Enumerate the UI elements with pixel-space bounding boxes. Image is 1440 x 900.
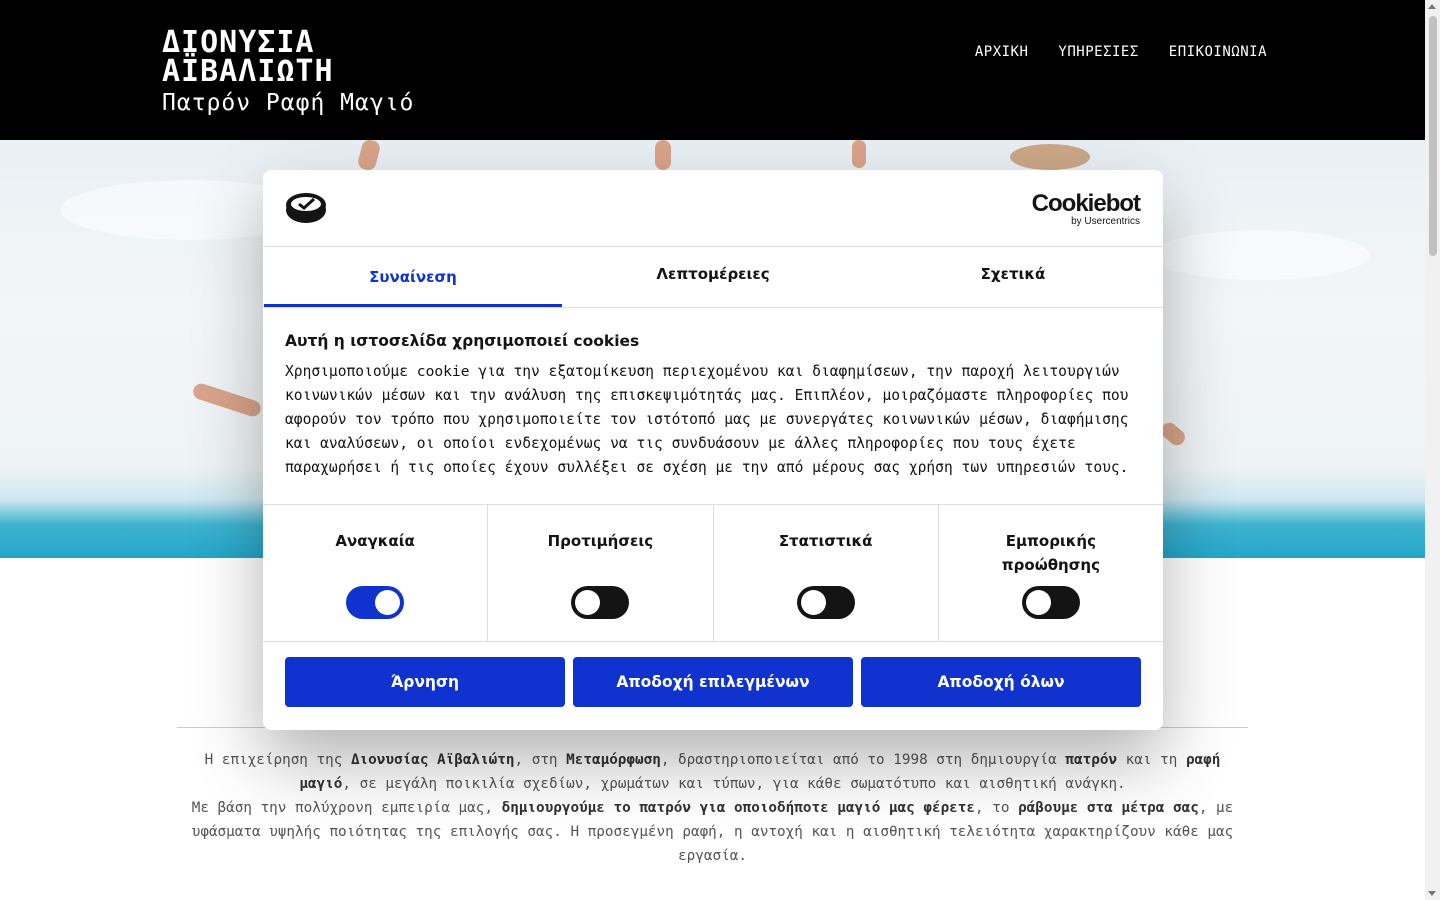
site-logo[interactable]	[162, 25, 415, 116]
deny-button[interactable]: Άρνηση	[285, 657, 565, 707]
nav-contact[interactable]: ΕΠΙΚΟΙΝΩΝΙΑ	[1168, 44, 1267, 60]
preferences-toggle[interactable]	[571, 586, 629, 619]
cookie-icon	[285, 192, 327, 228]
cookie-description	[263, 308, 1163, 505]
cookie-tabs	[263, 247, 1163, 308]
category-statistics	[714, 505, 939, 641]
marketing-toggle[interactable]	[1022, 586, 1080, 619]
scroll-up-arrow-icon[interactable]	[1428, 4, 1436, 9]
category-label: Στατιστικά	[778, 532, 873, 550]
intro-paragraph-1: Η επιχείρηση της Διονυσίας Αϊβαλιώτη, στη Μεταμόρφωση, δραστηριοποιείται από το 1998 στη δημιουργία πατρόν και τη ραφή μαγιό, σε μεγάλη ποικιλία σχεδίων, χρωμάτων και τύπων, για κάθε σωματότυπο και αισθητική ανάγκη.	[204, 752, 1221, 792]
cookie-actions	[263, 642, 1163, 722]
cookie-categories	[263, 505, 1163, 642]
category-necessary	[263, 505, 488, 641]
tab-about[interactable]: Σχετικά	[980, 265, 1046, 283]
tab-consent[interactable]: Συναίνεση	[263, 247, 563, 307]
necessary-toggle[interactable]	[346, 586, 404, 619]
category-label: Αναγκαία	[335, 532, 415, 550]
category-marketing	[939, 505, 1163, 641]
cookie-consent-dialog	[263, 170, 1163, 730]
brand-tagline: Πατρόν Ραφή Μαγιό	[162, 90, 415, 116]
scroll-down-arrow-icon[interactable]	[1428, 891, 1436, 896]
accept-all-button[interactable]: Αποδοχή όλων	[861, 657, 1141, 707]
site-header	[0, 0, 1425, 140]
cookie-title: Αυτή η ιστοσελίδα χρησιμοποιεί cookies	[285, 332, 640, 350]
brand-name-line2: ΑΪΒΑΛΙΩΤΗ	[162, 54, 334, 89]
cookie-dialog-header	[263, 170, 1163, 247]
tab-details[interactable]: Λεπτομέρειες	[656, 265, 770, 283]
intro-paragraph-2: Με βάση την πολύχρονη εμπειρία μας, δημιουργούμε το πατρόν για οποιοδήποτε μαγιό μας φέρετε, το ράβουμε στα μέτρα σας, με υφάσματα υψηλής ποιότητας της επιλογής σας. Η προσεγμένη ραφή, η αντοχή και η αισθητική τελειότητα χαρακτηρίζουν κάθε μας εργασία.	[191, 800, 1234, 864]
category-preferences	[488, 505, 713, 641]
scrollbar-thumb[interactable]	[1429, 16, 1437, 256]
category-label: Προτιμήσεις	[547, 532, 654, 550]
category-label: Εμπορικής προώθησης	[1001, 532, 1100, 574]
main-nav	[975, 44, 1267, 60]
page-scrollbar[interactable]	[1425, 0, 1440, 900]
nav-home[interactable]: ΑΡΧΙΚΗ	[974, 44, 1029, 60]
cookiebot-logo[interactable]: Cookiebot by Usercentrics	[1031, 190, 1140, 227]
statistics-toggle[interactable]	[797, 586, 855, 619]
accept-selected-button[interactable]: Αποδοχή επιλεγμένων	[573, 657, 853, 707]
nav-services[interactable]: ΥΠΗΡΕΣΙΕΣ	[1058, 44, 1139, 60]
intro-text	[177, 748, 1248, 868]
cookie-text: Χρησιμοποιούμε cookie για την εξατομίκευση περιεχομένου και διαφημίσεων, την παροχή λειτουργιών κοινωνικών μέσων και την ανάλυση της επισκεψιμότητάς μας. Επιπλέον, μοιραζόμαστε πληροφορίες που αφορούν τον τρόπο που χρησιμοποιείτε τον ιστότοπό μας με συνεργάτες κοινωνικών μέσων, διαφήμισης και αναλύσεων, οι οποίοι ενδεχομένως να τις συνδυάσουν με άλλες πληροφορίες που τους έχετε παραχωρήσει ή τις οποίες έχουν συλλέξει σε σχέση με την από μέρους σας χρήση των υπηρεσιών τους.	[285, 363, 1129, 476]
brand-name-line1: ΔΙΟΝΥΣΙΑ	[162, 25, 315, 60]
